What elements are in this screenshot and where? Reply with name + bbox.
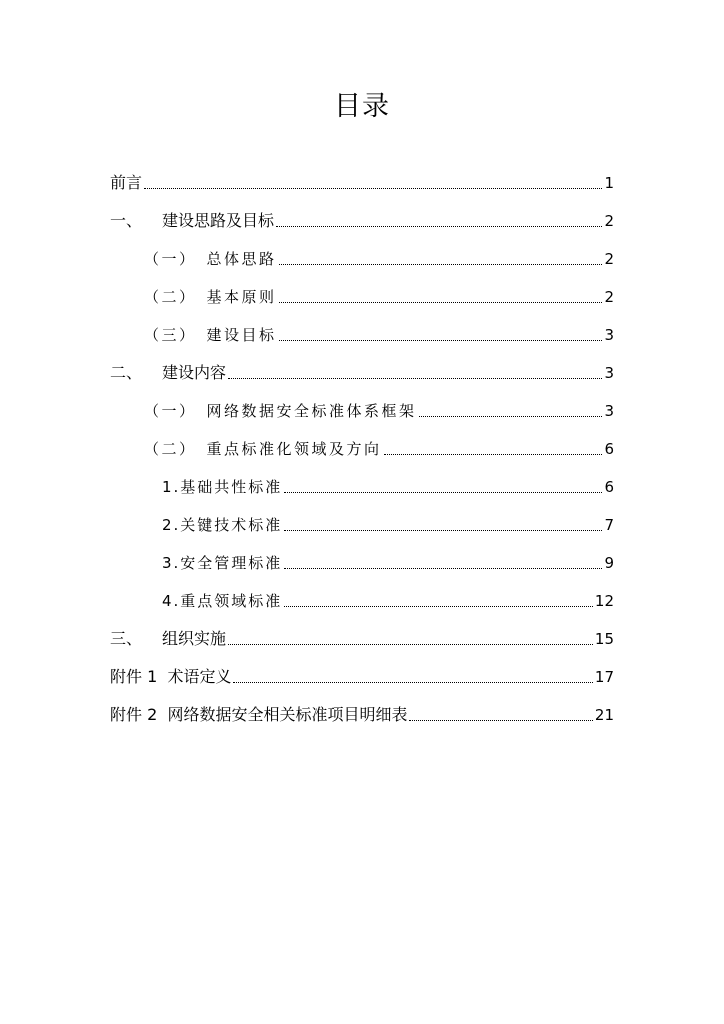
toc-entry-label — [162, 514, 282, 536]
toc-entry-page: 9 — [604, 554, 614, 572]
toc-entry-number: （二） — [144, 288, 197, 306]
toc-entry[interactable] — [144, 400, 614, 422]
toc-entry-page: 7 — [604, 516, 614, 534]
toc-entry-number: 二、 — [110, 363, 143, 382]
toc-entry[interactable] — [110, 210, 614, 232]
toc-entry-label — [144, 248, 277, 270]
toc-entry[interactable] — [110, 172, 614, 194]
dot-leader — [228, 644, 593, 645]
toc-entry-label — [110, 628, 226, 650]
toc-entry-text: 1.基础共性标准 — [162, 478, 283, 496]
dot-leader — [144, 188, 602, 189]
dot-leader — [279, 264, 603, 265]
toc-entry[interactable] — [110, 666, 614, 688]
toc-entry-label — [144, 438, 382, 460]
toc-entry-text: 4.重点领域标准 — [162, 592, 283, 610]
toc-entry-page: 3 — [604, 364, 614, 382]
toc-entry-text: 组织实施 — [162, 629, 227, 648]
dot-leader — [233, 682, 592, 683]
toc-entry[interactable] — [162, 552, 614, 574]
page-title: 目录 — [334, 91, 390, 122]
toc-entry-text: 前言 — [110, 173, 143, 192]
toc-entry[interactable] — [110, 362, 614, 384]
toc-entry-page: 2 — [604, 288, 614, 306]
toc-entry-label — [144, 400, 417, 422]
toc-entry-label — [110, 704, 407, 726]
dot-leader — [284, 568, 602, 569]
toc-entry-label — [110, 172, 142, 194]
toc-entry[interactable] — [144, 248, 614, 270]
toc-entry[interactable] — [144, 324, 614, 346]
toc-entry-page: 2 — [604, 212, 614, 230]
toc-entry-number: （三） — [144, 326, 197, 344]
toc-entry-text: 附件 2 网络数据安全相关标准项目明细表 — [110, 705, 408, 724]
toc-entry-page: 17 — [594, 668, 614, 686]
dot-leader — [409, 720, 592, 721]
toc-entry-text: 3.安全管理标准 — [162, 554, 283, 572]
toc-entry-page: 21 — [594, 706, 614, 724]
toc-entry[interactable] — [144, 438, 614, 460]
toc-entry-text: 网络数据安全标准体系框架 — [206, 402, 417, 420]
toc-entry-label — [110, 666, 231, 688]
toc-entry-label — [110, 362, 226, 384]
toc-entry-page: 6 — [604, 440, 614, 458]
toc-entry-label — [110, 210, 274, 232]
toc-entry-number: 三、 — [110, 629, 143, 648]
dot-leader — [284, 492, 602, 493]
toc-entry[interactable] — [110, 628, 614, 650]
toc-entry-text: 基本原则 — [206, 288, 277, 306]
toc-entry-page: 15 — [594, 630, 614, 648]
toc-entry[interactable] — [144, 286, 614, 308]
toc-entry-number: （二） — [144, 440, 197, 458]
toc-entry[interactable] — [162, 514, 614, 536]
dot-leader — [284, 530, 602, 531]
toc-entry-label — [144, 324, 277, 346]
toc-entry[interactable] — [162, 476, 614, 498]
toc-entry-label — [162, 590, 282, 612]
dot-leader — [279, 340, 603, 341]
dot-leader — [384, 454, 603, 455]
toc-entry-label — [162, 552, 282, 574]
toc-entry[interactable] — [110, 704, 614, 726]
dot-leader — [276, 226, 602, 227]
toc-entry-label — [144, 286, 277, 308]
toc-entry[interactable] — [162, 590, 614, 612]
toc-entry-number: 一、 — [110, 211, 143, 230]
toc-entry-label — [162, 476, 282, 498]
toc-entry-page: 6 — [604, 478, 614, 496]
dot-leader — [279, 302, 603, 303]
toc-entry-number: （一） — [144, 402, 197, 420]
dot-leader — [419, 416, 603, 417]
toc-entry-text: 建设目标 — [206, 326, 277, 344]
dot-leader — [284, 606, 593, 607]
toc-entry-text: 建设内容 — [162, 363, 227, 382]
toc-entry-page: 2 — [604, 250, 614, 268]
toc-entry-page: 3 — [604, 326, 614, 344]
toc-entry-page: 12 — [594, 592, 614, 610]
toc-entry-text: 附件 1 术语定义 — [110, 667, 232, 686]
toc-entry-page: 3 — [604, 402, 614, 420]
toc-entry-number: （一） — [144, 250, 197, 268]
toc-entry-text: 重点标准化领域及方向 — [206, 440, 382, 458]
toc-entry-text: 总体思路 — [206, 250, 277, 268]
toc-entry-text: 2.关键技术标准 — [162, 516, 283, 534]
toc-entry-text: 建设思路及目标 — [162, 211, 275, 230]
dot-leader — [228, 378, 602, 379]
toc-entry-page: 1 — [604, 174, 614, 192]
